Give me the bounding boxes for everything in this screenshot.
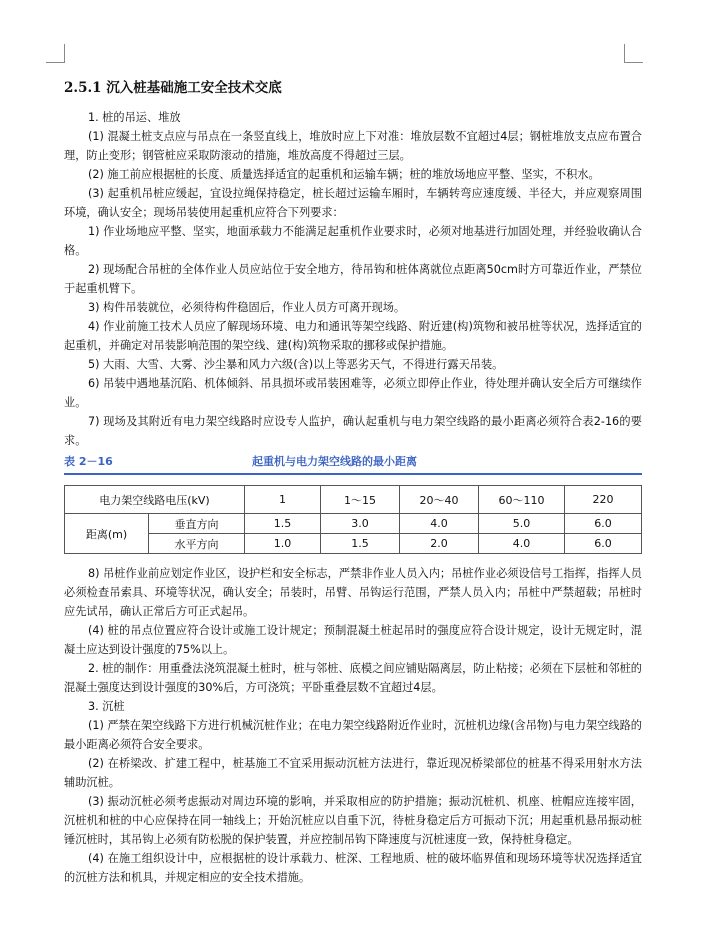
table-caption-rule [64,473,642,475]
value-cell: 3.0 [321,514,400,534]
value-cell: 1.5 [321,534,400,554]
row-group-cell: 距离(m) [65,514,149,554]
paragraph: (4) 在施工组织设计中，应根据桩的设计承载力、桩深、工程地质、桩的破坏临界值和现场环境等状况选择适宜的沉桩方法和机具，并规定相应的安全技术措施。 [64,852,642,884]
paragraph: 3) 构件吊装就位，必须待构件稳固后，作业人员方可离开现场。 [88,301,406,314]
value-cell: 4.0 [400,514,479,534]
paragraph: (1) 严禁在架空线路下方进行机械沉桩作业；在电力架空线路附近作业时，沉桩机边缘(含吊物)与电力架空线路的最小距离必须符合安全要求。 [64,719,642,751]
paragraph-group-a [64,108,642,450]
table-number: 表 2－16 [64,455,113,468]
paragraph: 2. 桩的制作：用重叠法浇筑混凝土桩时，桩与邻桩、底模之间应铺贴隔离层，防止粘接；必须在下层桩和邻桩的混凝土强度达到设计强度的30%后，方可浇筑；平卧重叠层数不宜超过4层。 [64,662,642,694]
paragraph: (3) 振动沉桩必须考虑振动对周边环境的影响，并采取相应的防护措施；振动沉桩机、机座、桩帽应连接牢固，沉桩机和桩的中心应保持在同一轴线上；开始沉桩应以自重下沉，待桩身稳定后方可振动下沉；用起重机悬吊振动桩锤沉桩时，其吊钩上必须有防松脱的保护装置，并应控制吊钩下降速度与沉桩速度一致，保持桩身稳定。 [64,795,642,846]
paragraph: (2) 在桥梁改、扩建工程中，桩基施工不宜采用振动沉桩方法进行，靠近现况桥梁部位的桩基不得采用射水方法辅助沉桩。 [64,757,642,789]
voltage-cell: 1 [245,486,321,514]
paragraph: (1) 混凝土桩支点应与吊点在一条竖直线上，堆放时应上下对准：堆放层数不宜超过4层；钢桩堆放支点应布置合理，防止变形；钢管桩应采取防滚动的措施，堆放高度不得超过三层。 [64,130,642,162]
paragraph: 5) 大雨、大雪、大雾、沙尘暴和风力六级(含)以上等恶劣天气，不得进行露天吊装。 [88,358,504,371]
value-cell: 1.0 [245,534,321,554]
distance-table [64,485,642,554]
page-corner-mark-right [624,44,643,63]
paragraph: 6) 吊装中遇地基沉陷、机体倾斜、吊具损坏或吊装困难等，必须立即停止作业，待处理并确认安全后方可继续作业。 [64,377,642,409]
section-heading: 2.5.1 沉入桩基础施工安全技术交底 [64,80,282,96]
paragraph: 2) 现场配合吊桩的全体作业人员应站位于安全地方，待吊钩和桩体离就位点距离50cm时方可靠近作业，严禁位于起重机臂下。 [64,263,642,295]
row-label-cell: 垂直方向 [149,514,245,534]
table-row [65,534,642,554]
paragraph: (2) 施工前应根据桩的长度、质量选择适宜的起重机和运输车辆；桩的堆放场地应平整、坚实，不积水。 [88,168,600,181]
table-title: 起重机与电力架空线路的最小距离 [252,455,417,468]
value-cell: 2.0 [400,534,479,554]
value-cell: 5.0 [479,514,565,534]
page-corner-mark-left [46,44,65,63]
paragraph: 7) 现场及其附近有电力架空线路时应设专人监护，确认起重机与电力架空线路的最小距离必须符合表2-16的要求。 [64,415,642,447]
value-cell: 6.0 [565,514,642,534]
voltage-cell: 220 [565,486,642,514]
table-header-row [65,486,642,514]
paragraph: 1) 作业场地应平整、坚实，地面承载力不能满足起重机作业要求时，必须对地基进行加固处理，并经验收确认合格。 [64,225,642,257]
paragraph: 8) 吊桩作业前应划定作业区，设护栏和安全标志，严禁非作业人员入内；吊桩作业必须设信号工指挥，指挥人员必须检查吊索具、环境等状况，确认安全；吊装时，吊臂、吊钩运行范围，严禁人员入内；吊桩中严禁超载；吊桩时应先试吊，确认正常后方可正式起吊。 [64,567,642,618]
value-cell: 6.0 [565,534,642,554]
table-row [65,514,642,534]
paragraph: (3) 起重机吊桩应缓起，宜设拉绳保持稳定，桩长超过运输车厢时，车辆转弯应速度缓、半径大，并应观察周围环境，确认安全；现场吊装使用起重机应符合下列要求： [64,187,642,219]
voltage-cell: 20～40 [400,486,479,514]
voltage-cell: 60～110 [479,486,565,514]
paragraph: 3. 沉桩 [88,700,125,713]
row-label-cell: 水平方向 [149,534,245,554]
paragraph: 4) 作业前施工技术人员应了解现场环境、电力和通讯等架空线路、附近建(构)筑物和被吊桩等状况，选择适宜的起重机，并确定对吊装影响范围的架空线、建(构)筑物采取的挪移或保护措施。 [64,320,642,352]
voltage-cell: 1～15 [321,486,400,514]
paragraph: 1. 桩的吊运、堆放 [88,111,181,124]
value-cell: 1.5 [245,514,321,534]
value-cell: 4.0 [479,534,565,554]
paragraph-group-b [64,564,642,887]
header-label-cell: 电力架空线路电压(kV) [65,486,245,514]
table-spacer [64,554,642,564]
document-body [64,78,642,887]
paragraph: (4) 桩的吊点位置应符合设计或施工设计规定；预制混凝土桩起吊时的强度应符合设计规定，设计无规定时，混凝土应达到设计强度的75%以上。 [64,624,642,656]
table-caption [64,454,642,470]
